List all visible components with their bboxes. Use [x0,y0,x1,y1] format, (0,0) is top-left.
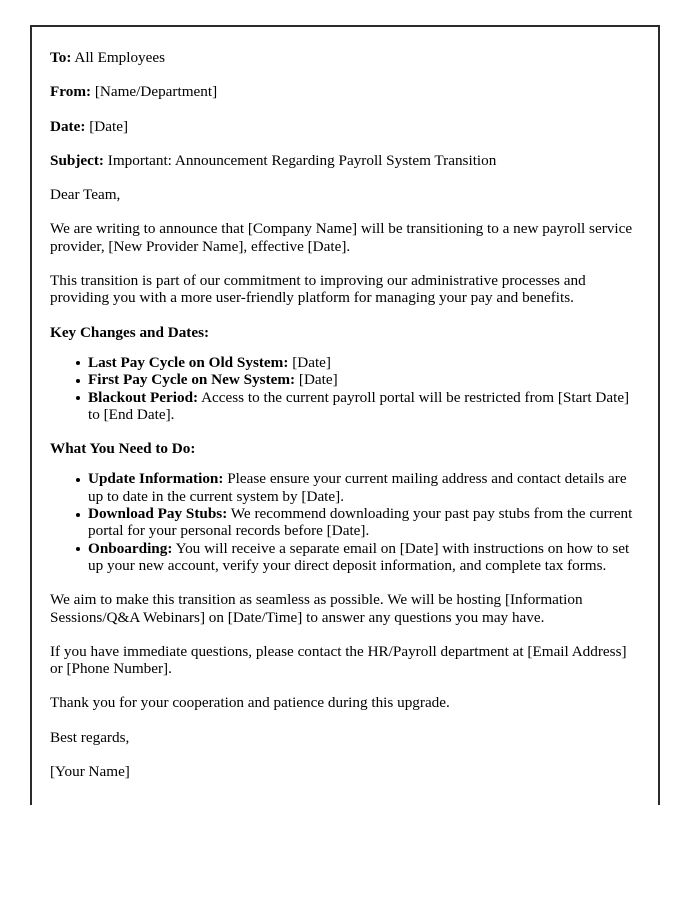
memo-field-to [50,49,638,66]
list-item-lead: First Pay Cycle on New System: [88,371,296,389]
salutation: Dear Team, [50,186,121,204]
signature-name: [Your Name] [50,763,130,781]
document-page [30,25,660,805]
list-item-text: [Date] [288,353,331,371]
list-item-lead: Last Pay Cycle on Old System: [88,353,289,371]
what-to-do-list [50,470,638,574]
memo-field-to-value: All Employees [74,49,166,66]
document-body [32,27,658,780]
memo-field-to-label: To: [50,49,72,66]
list-item-lead: Blackout Period: [88,388,199,406]
key-changes-list [50,354,638,423]
memo-field-date [50,118,638,135]
memo-field-subject [50,152,638,169]
list-item-lead: Download Pay Stubs: [88,505,228,523]
memo-field-subject-label: Subject: [50,151,104,169]
list-item [50,470,638,505]
memo-field-date-value: [Date] [89,117,129,135]
closing-paragraph-2: If you have immediate questions, please contact the HR/Payroll department at [Email Address] or [Phone Number]. [50,642,627,678]
list-item [50,371,638,388]
closing-paragraph-1: We aim to make this transition as seamless as possible. We will be hosting [Information Sessions/Q&A Webinars] on [Date/Time] to answer any questions you may have. [50,591,583,626]
list-item [50,354,638,371]
list-item [50,540,638,575]
closing-paragraph-3: Thank you for your cooperation and patience during this upgrade. [50,694,450,712]
memo-field-from-value: [Name/Department] [94,83,218,101]
list-item-text: You will receive a separate email on [Date] with instructions on how to set up your new account, verify your direct deposit information, and complete tax forms. [88,539,630,574]
list-item-text: We recommend downloading your past pay stubs from the current portal for your personal records before [Date]. [88,505,633,540]
section-heading-key-changes: Key Changes and Dates: [50,323,210,341]
list-item-text: Please ensure your current mailing address and contact details are up to date in the current system by [Date]. [88,470,627,505]
list-item [50,505,638,540]
list-item-text: [Date] [295,371,338,389]
memo-field-date-label: Date: [50,117,86,135]
sign-off: Best regards, [50,728,130,746]
intro-paragraph-1: We are writing to announce that [Company Name] will be transitioning to a new payroll service provider, [New Provider Name], effective [Date]. [50,220,633,255]
section-heading-what-to-do: What You Need to Do: [50,440,196,458]
memo-field-from-label: From: [50,83,92,101]
intro-paragraph-2: This transition is part of our commitment to improving our administrative processes and providing you with a more user-friendly platform for managing your pay and benefits. [50,272,586,307]
list-item-lead: Update Information: [88,470,224,488]
list-item-lead: Onboarding: [88,539,173,557]
list-item-text: Access to the current payroll portal will be restricted from [Start Date] to [End Date]. [88,388,630,423]
list-item [50,389,638,424]
memo-field-from [50,83,638,100]
memo-field-subject-value: Important: Announcement Regarding Payroll System Transition [107,151,497,169]
